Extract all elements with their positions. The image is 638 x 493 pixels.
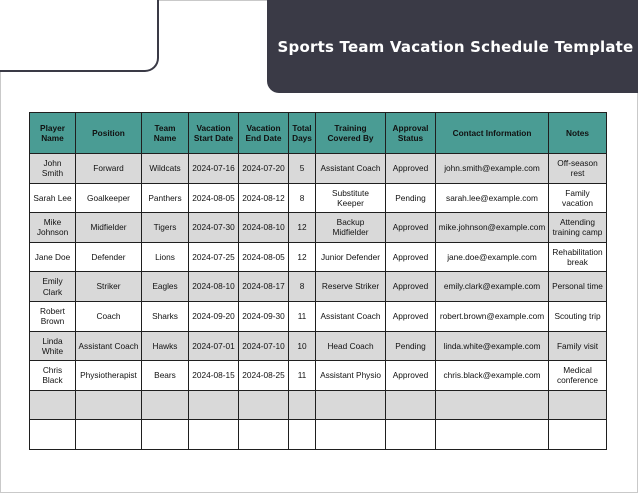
vacation-schedule-table (29, 112, 607, 450)
table-cell: Bears (142, 361, 189, 391)
table-row (30, 390, 607, 420)
table-cell: Defender (76, 242, 142, 272)
table-cell: Emily Clark (30, 272, 76, 302)
table-cell: Eagles (142, 272, 189, 302)
table-cell: 2024-07-20 (239, 154, 289, 184)
table-cell (76, 420, 142, 450)
table-cell: Sharks (142, 301, 189, 331)
table-cell (30, 390, 76, 420)
table-cell: linda.white@example.com (436, 331, 549, 361)
table-cell: Tigers (142, 213, 189, 243)
table-cell: 11 (289, 301, 316, 331)
table-cell: 2024-08-25 (239, 361, 289, 391)
table-cell (239, 390, 289, 420)
table-cell: 2024-07-10 (239, 331, 289, 361)
table-cell (142, 420, 189, 450)
table-cell (549, 390, 607, 420)
table-header-row (30, 113, 607, 154)
table-cell: Substitute Keeper (316, 183, 386, 213)
table-cell: Coach (76, 301, 142, 331)
table-cell (549, 420, 607, 450)
table-cell: 2024-08-15 (189, 361, 239, 391)
column-header: Team Name (142, 113, 189, 154)
table-cell: 8 (289, 183, 316, 213)
table-cell (76, 390, 142, 420)
table-cell (316, 390, 386, 420)
table-cell: 2024-08-17 (239, 272, 289, 302)
table-cell: Physiotherapist (76, 361, 142, 391)
table-cell: emily.clark@example.com (436, 272, 549, 302)
table-cell: Lions (142, 242, 189, 272)
table-cell: mike.johnson@example.com (436, 213, 549, 243)
table-cell: Approved (386, 301, 436, 331)
table-cell (189, 420, 239, 450)
table-cell (436, 390, 549, 420)
table-cell: Pending (386, 183, 436, 213)
table-cell: Approved (386, 154, 436, 184)
table-cell: Forward (76, 154, 142, 184)
table-cell: Head Coach (316, 331, 386, 361)
table-cell: John Smith (30, 154, 76, 184)
table-cell (386, 420, 436, 450)
table-row (30, 213, 607, 243)
table-row (30, 183, 607, 213)
table-cell: Assistant Coach (316, 301, 386, 331)
table-cell: Midfielder (76, 213, 142, 243)
table-cell (386, 390, 436, 420)
page-title: Sports Team Vacation Schedule Template (277, 37, 634, 56)
table-cell: Mike Johnson (30, 213, 76, 243)
table-cell: Pending (386, 331, 436, 361)
table-cell: jane.doe@example.com (436, 242, 549, 272)
table-cell: Panthers (142, 183, 189, 213)
table-cell: Attending training camp (549, 213, 607, 243)
column-header: Total Days (289, 113, 316, 154)
table-cell: Personal time (549, 272, 607, 302)
table-cell: 12 (289, 213, 316, 243)
table-cell: Approved (386, 272, 436, 302)
table-cell (142, 390, 189, 420)
table-row (30, 301, 607, 331)
table-cell: Sarah Lee (30, 183, 76, 213)
table-cell (289, 390, 316, 420)
table-cell: 2024-08-05 (239, 242, 289, 272)
table-cell: Robert Brown (30, 301, 76, 331)
table-row (30, 242, 607, 272)
table-cell: Scouting trip (549, 301, 607, 331)
column-header: Position (76, 113, 142, 154)
table-cell (436, 420, 549, 450)
table-cell: Family vacation (549, 183, 607, 213)
column-header: Vacation End Date (239, 113, 289, 154)
table-cell: Jane Doe (30, 242, 76, 272)
table-cell: 2024-08-05 (189, 183, 239, 213)
table-cell: 2024-08-10 (189, 272, 239, 302)
table-cell: 2024-07-01 (189, 331, 239, 361)
table-cell: 2024-09-30 (239, 301, 289, 331)
table-cell (30, 420, 76, 450)
table-cell: Approved (386, 213, 436, 243)
table-cell: robert.brown@example.com (436, 301, 549, 331)
table-cell: Off-season rest (549, 154, 607, 184)
table-body (30, 154, 607, 450)
table-row (30, 420, 607, 450)
table-cell: Family visit (549, 331, 607, 361)
column-header: Player Name (30, 113, 76, 154)
table-cell: 10 (289, 331, 316, 361)
column-header: Contact Information (436, 113, 549, 154)
table-row (30, 272, 607, 302)
table-cell: 2024-09-20 (189, 301, 239, 331)
table-cell: 2024-07-16 (189, 154, 239, 184)
table-cell: Medical conference (549, 361, 607, 391)
table-cell: Hawks (142, 331, 189, 361)
table-cell: Chris Black (30, 361, 76, 391)
table-cell (239, 420, 289, 450)
table-cell: Approved (386, 242, 436, 272)
table-cell: 2024-07-30 (189, 213, 239, 243)
table-cell: 5 (289, 154, 316, 184)
table-cell: 12 (289, 242, 316, 272)
table-cell: Reserve Striker (316, 272, 386, 302)
title-banner (267, 0, 638, 93)
table-row (30, 331, 607, 361)
table-cell: Linda White (30, 331, 76, 361)
table-cell: 2024-07-25 (189, 242, 239, 272)
table-cell: 8 (289, 272, 316, 302)
table-row (30, 361, 607, 391)
table-cell: sarah.lee@example.com (436, 183, 549, 213)
table-cell: Wildcats (142, 154, 189, 184)
column-header: Vacation Start Date (189, 113, 239, 154)
table-cell: chris.black@example.com (436, 361, 549, 391)
table-cell: Assistant Physio (316, 361, 386, 391)
table-cell: Striker (76, 272, 142, 302)
table-cell (316, 420, 386, 450)
table-cell: 11 (289, 361, 316, 391)
column-header: Notes (549, 113, 607, 154)
table-cell: Junior Defender (316, 242, 386, 272)
table-cell (189, 390, 239, 420)
table-cell: Backup Midfielder (316, 213, 386, 243)
table-cell: 2024-08-10 (239, 213, 289, 243)
table-cell: Goalkeeper (76, 183, 142, 213)
table-cell: Approved (386, 361, 436, 391)
column-header: Training Covered By (316, 113, 386, 154)
table-cell: 2024-08-12 (239, 183, 289, 213)
table-row (30, 154, 607, 184)
table-cell: john.smith@example.com (436, 154, 549, 184)
column-header: Approval Status (386, 113, 436, 154)
logo-placeholder (0, 0, 159, 72)
table-cell: Assistant Coach (76, 331, 142, 361)
table-cell: Assistant Coach (316, 154, 386, 184)
table-cell (289, 420, 316, 450)
table-cell: Rehabilitation break (549, 242, 607, 272)
